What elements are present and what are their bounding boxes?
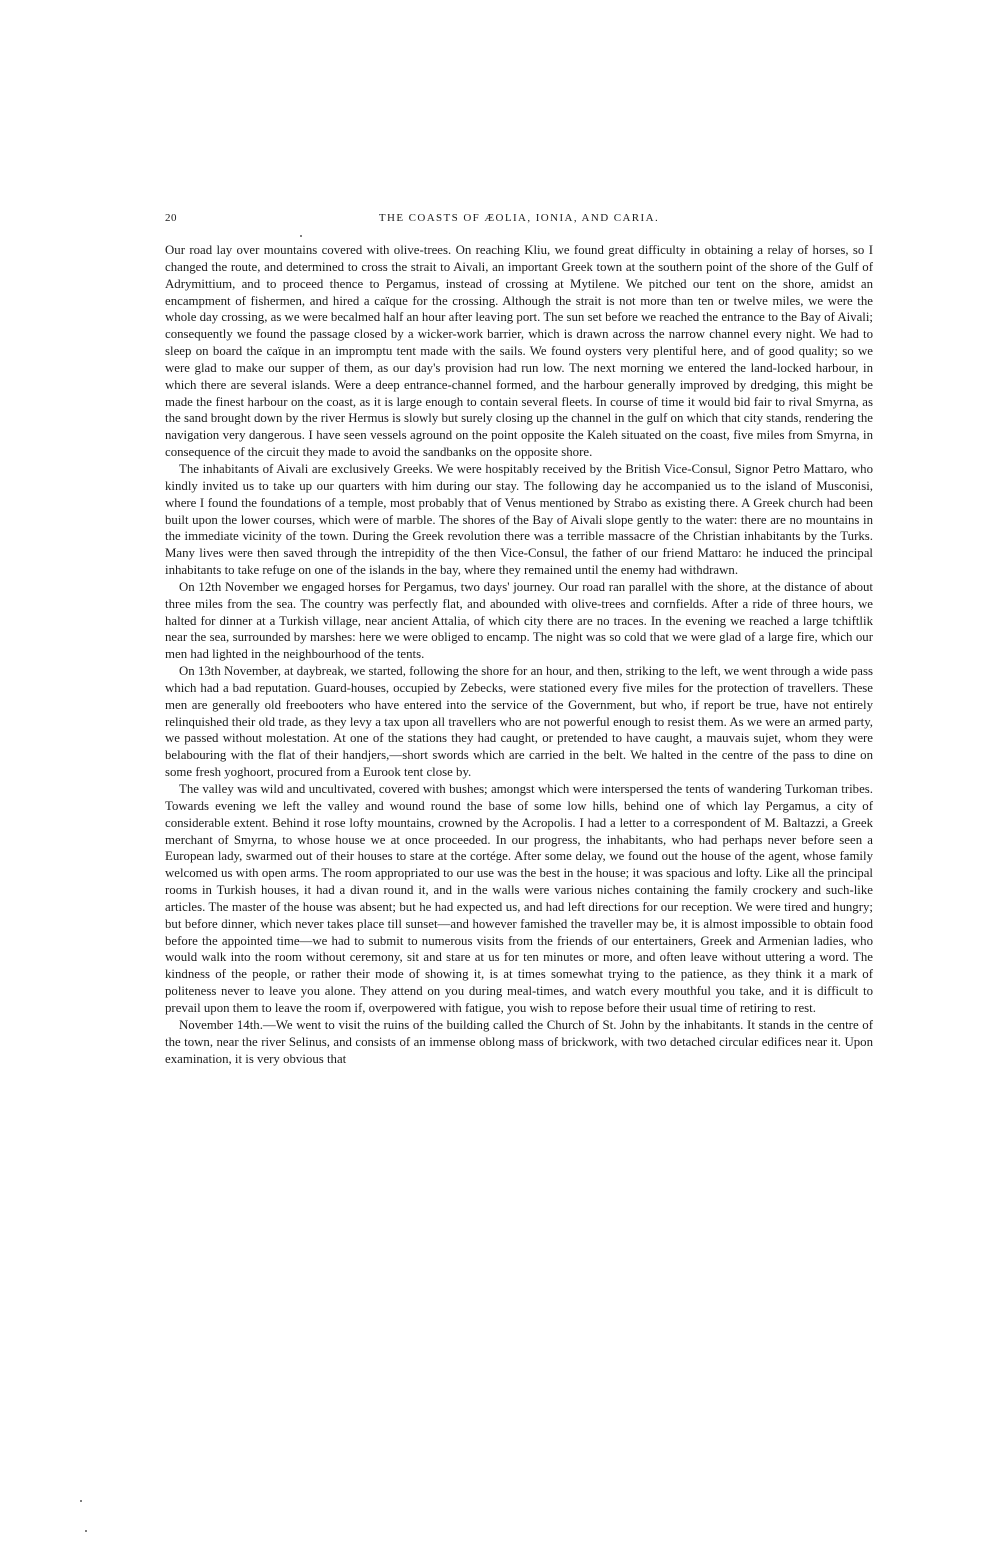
paragraph: On 12th November we engaged horses for Pergamus, two days' journey. Our road ran parallel with the shore, at the distance of about three miles from the sea. The country was perfectly flat, and abounded with olive-trees and cornfields. After a ride of three hours, we halted for dinner at a Turkish village, near ancient Attalia, of which city there are no traces. In the evening we reached a large tchiftlik near the sea, surrounded by marshes: here we were obliged to encamp. The night was so cold that we were glad of a large fire, which our men had lighted in the neighbourhood of the tents. [165, 579, 873, 662]
paragraph: The valley was wild and uncultivated, covered with bushes; amongst which were interspersed the tents of wandering Turkoman tribes. Towards evening we left the valley and wound round the base of some low hills, behind one of which lay Pergamus, a city of considerable extent. Behind it rose lofty mountains, crowned by the Acropolis. I had a letter to a correspondent of M. Baltazzi, a Greek merchant of Smyrna, to whose house we at once proceeded. In our progress, the inhabitants, who had perhaps never before seen a European lady, swarmed out of their houses to stare at the cortége. After some delay, we found out the house of the agent, whose family welcomed us with open arms. The room appropriated to our use was the best in the house; it was spacious and lofty. Like all the principal rooms in Turkish houses, it had a divan round it, and in the walls were various niches containing the family crockery and such-like articles. The master of the house was absent; but he had expected us, and had left directions for our reception. We were tired and hungry; but before dinner, which never takes place till sunset—and however famished the traveller may be, it is almost impossible to obtain food before the appointed time—we had to submit to numerous visits from the friends of our entertainers, Greek and Armenian ladies, who would walk into the room without ceremony, sit and stare at us for ten minutes or more, and often leave without uttering a word. The kindness of the people, or rather their mode of showing it, is at times somewhat trying to the patience, as they think it a mark of politeness never to leave you alone. They attend on you during meal-times, and watch every mouthful you take, and it is difficult to prevail upon them to leave the room if, overpowered with fatigue, you wish to repose before their usual time of retiring to rest. [165, 782, 873, 1015]
running-head [165, 212, 873, 232]
running-title: THE COASTS OF ÆOLIA, IONIA, AND CARIA. [378, 212, 660, 224]
page-number: 20 [165, 212, 177, 224]
scan-speck [80, 1500, 82, 1502]
body-text [165, 242, 873, 1067]
scan-speck [300, 235, 302, 237]
scan-speck [85, 1530, 87, 1532]
paragraph: The inhabitants of Aivali are exclusively Greeks. We were hospitably received by the British Vice-Consul, Signor Petro Mattaro, who kindly invited us to take up our quarters with him during our stay. The following day he accompanied us to the island of Musconisi, where I found the foundations of a temple, most probably that of Venus mentioned by Strabo as existing there. A Greek church had been built upon the lower courses, which were of marble. The shores of the Bay of Aivali slope gently to the water: there are no mountains in the immediate vicinity of the town. During the Greek revolution there was a terrible massacre of the Christian inhabitants by the Turks. Many lives were then saved through the intrepidity of the then Vice-Consul, the father of our friend Mattaro: he induced the principal inhabitants to take refuge on one of the islands in the bay, where they remained until the enemy had withdrawn. [165, 461, 873, 578]
paragraph: Our road lay over mountains covered with olive-trees. On reaching Kliu, we found great difficulty in obtaining a relay of horses, so I changed the route, and determined to cross the strait to Aivali, an important Greek town at the southern point of the shore of the Gulf of Adrymittium, and to proceed thence to Pergamus, instead of crossing at Mytilene. We pitched our tent on the shore, amidst an encampment of fishermen, and hired a caïque for the crossing. Although the strait is not more than ten or twelve miles, we were the whole day crossing, as we were becalmed half an hour after leaving port. The sun set before we reached the entrance to the Bay of Aivali; consequently we found the passage closed by a wicker-work barrier, which is drawn across the narrow channel every night. We had to sleep on board the caïque in an impromptu tent made with the sails. We found oysters very plentiful here, and of good quality; so we were glad to make our supper of them, as our day's provision had run low. The next morning we entered the land-locked harbour, in which there are several islands. Were a deep entrance-channel formed, and the harbour generally improved by dredging, this might be made the finest harbour on the coast, as it is large enough to contain several fleets. In course of time it would bid fair to rival Smyrna, as the sand brought down by the river Hermus is slowly but surely closing up the channel in the gulf on which that city stands, rendering the navigation very dangerous. I have seen vessels aground on the point opposite the Kaleh situated on the coast, five miles from Smyrna, in consequence of the circuit they made to avoid the sandbanks on the opposite shore. [165, 243, 873, 460]
paragraph: On 13th November, at daybreak, we started, following the shore for an hour, and then, striking to the left, we went through a wide pass which had a bad reputation. Guard-houses, occupied by Zebecks, were stationed every five miles for the protection of travellers. These men are generally old freebooters who have entered into the service of the Government, but who, if report be true, have not entirely relinquished their old trade, as they levy a tax upon all travellers who are not powerful enough to resist them. As we were an armed party, we passed without molestation. At one of the stations they had caught, or pretended to have caught, a mauvais sujet, whom they were belabouring with the flat of their handjers,—short swords which are carried in the belt. We halted in the centre of the pass to dine on some fresh yoghoort, procured from a Eurook tent close by. [165, 664, 873, 780]
paragraph: November 14th.—We went to visit the ruins of the building called the Church of St. John by the inhabitants. It stands in the centre of the town, near the river Selinus, and consists of an immense oblong mass of brickwork, with two detached circular edifices near it. Upon examination, it is very obvious that [165, 1017, 873, 1066]
